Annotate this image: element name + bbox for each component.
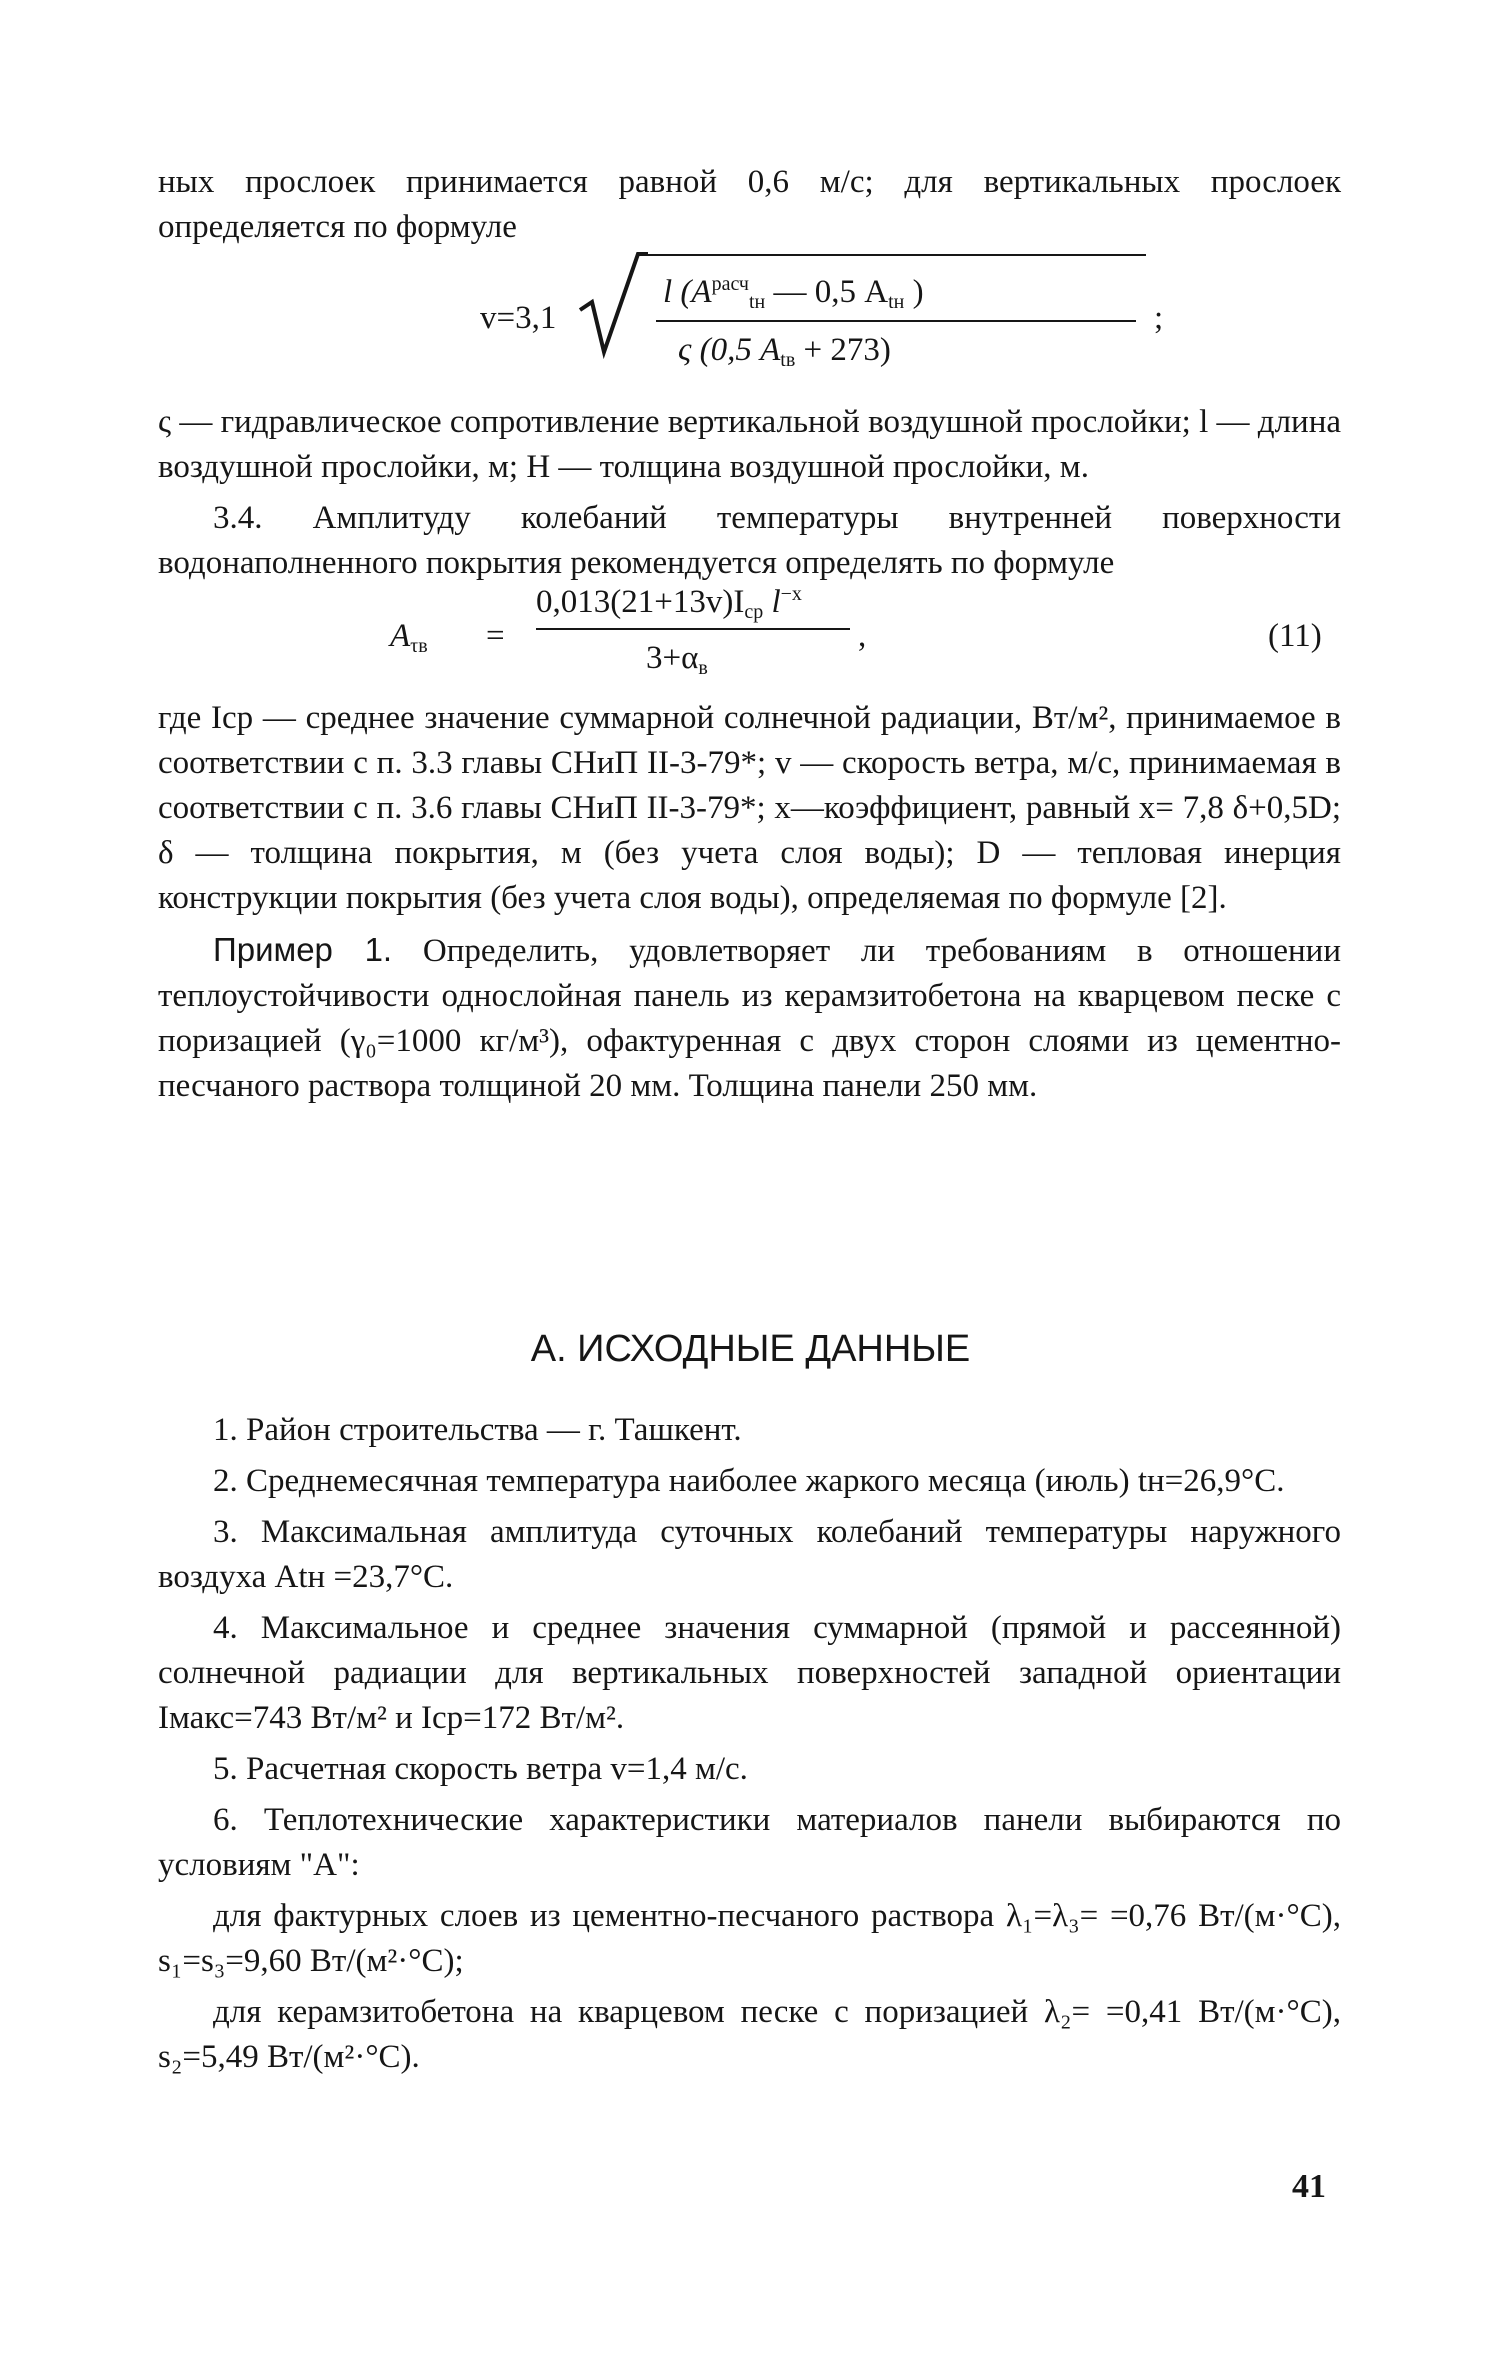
formula-11-numerator: $0,013(21+13v)I_{ср}$ $l^{-x}$ <box>536 583 802 623</box>
formula-11 <box>158 583 1341 696</box>
example-label: Пример 1. <box>213 931 393 968</box>
formula-v-lhs: v=3,1 <box>480 300 557 336</box>
paragraph-where: где Iср — среднее значение суммарной солнечной радиации, Вт/м², принимаемое в соответствии с п. 3.3 главы СНиП II-3-79*; v — скорость ветра, м/с, принимаемая в соответствии с п. 3.6 главы СНиП II-3-79*; x—коэффициент, равный x= 7,8 δ+0,5D; δ — толщина покрытия, м (без учета слоя воды); D — тепловая инерция конструкции покрытия (без учета слоя воды), определяемая по формуле [2]. <box>158 700 1341 916</box>
list-item-5: 5. Расчетная скорость ветра v=1,4 м/с. <box>213 1751 748 1787</box>
list-item-1: 1. Район строительства — г. Ташкент. <box>213 1412 742 1448</box>
paragraph-intro: ных прослоек принимается равной 0,6 м/с; для вертикальных прослоек определяется по формуле <box>158 164 1341 245</box>
formula-11-comma: , <box>858 618 867 654</box>
equation-number: (11) <box>1268 618 1322 654</box>
paragraph-zeta: ς — гидравлическое сопротивление вертикальной воздушной прослойки; l — длина воздушной прослойки, м; H — толщина воздушной прослойки, м. <box>158 404 1341 485</box>
list-item-6b: для керамзитобетона на кварцевом песке с поризацией λ₂= =0,41 Вт/(м·°С), s₂=5,49 Вт/(м²·°С). <box>158 1994 1341 2075</box>
section-heading: А. ИСХОДНЫЕ ДАННЫЕ <box>530 1328 971 1370</box>
formula-11-equals: = <box>486 618 505 654</box>
paragraph-3-4: 3.4. Амплитуду колебаний температуры внутренней поверхности водонаполненного покрытия рекомендуется определять по формуле <box>158 500 1341 581</box>
fraction-bar <box>656 320 1136 322</box>
example-text: Определить, удовлетворяет ли требованиям в отношении теплоустойчивости однослойная панель из керамзитобетона на кварцевом песке с поризацией (γ₀=1000 кг/м³), офактуренная с двух сторон слоями из цементно-песчаного раствора толщиной 20 мм. Толщина панели 250 мм. <box>158 933 1341 1104</box>
paragraph-example <box>158 927 1341 1109</box>
text-block-items <box>158 1408 1341 2080</box>
list-item-3: 3. Максимальная амплитуда суточных колебаний температуры наружного воздуха Atн =23,7°С. <box>158 1514 1341 1595</box>
list-item-2: 2. Среднемесячная температура наиболее жаркого месяца (июль) tн=26,9°С. <box>213 1463 1285 1499</box>
formula-velocity <box>158 250 1341 400</box>
formula-v-numerator: l ($A^{расч}_{tн}$ — 0,5 $A_{tн}$ ) <box>663 273 924 313</box>
formula-11-denominator: $3+\alpha_в$ <box>646 640 708 679</box>
formula-11-lhs: $A_{\tau в}$ <box>390 618 428 657</box>
list-item-4: 4. Максимальное и среднее значения суммарной (прямой и рассеянной) солнечной радиации для вертикальных поверхностей западной ориентации Iмакс=743 Вт/м² и Iср=172 Вт/м². <box>158 1610 1341 1736</box>
page-number: 41 <box>1292 2168 1326 2205</box>
radical-sign-icon <box>578 252 648 362</box>
formula-v-semicolon: ; <box>1154 300 1164 336</box>
list-item-6a: для фактурных слоев из цементно-песчаного раствора λ₁=λ₃= =0,76 Вт/(м·°С), s₁=s₃=9,60 Вт/(м²·°С); <box>158 1898 1341 1979</box>
fraction-bar-11 <box>536 628 850 630</box>
radical-bar <box>646 254 1146 256</box>
text-block-top <box>158 160 1341 1109</box>
formula-v-denominator: ς (0,5 $A_{tв} + 273$) <box>678 332 891 371</box>
list-item-6: 6. Теплотехнические характеристики материалов панели выбираются по условиям "А": <box>158 1802 1341 1883</box>
